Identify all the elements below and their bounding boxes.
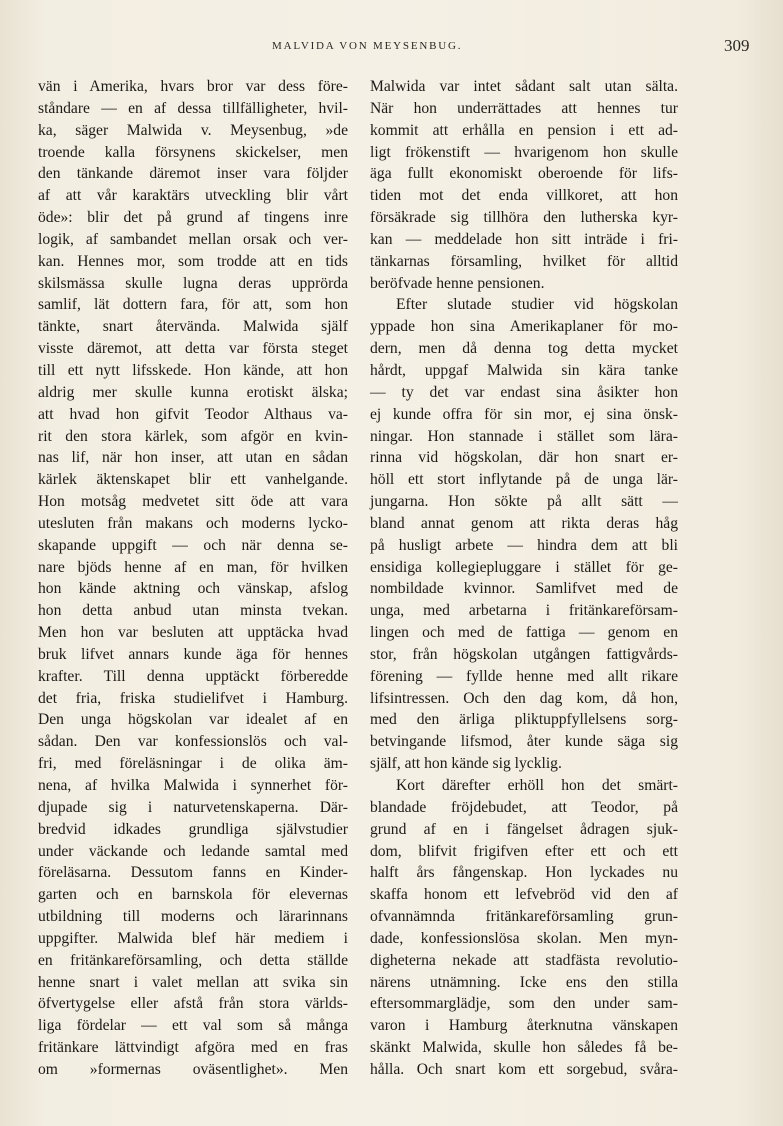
left-text-column <box>38 76 348 1081</box>
text-line: dern, men då denna tog detta mycket <box>370 340 678 358</box>
text-line: en fritänkareförsamling, och detta ställde <box>38 951 348 969</box>
text-line: aldrig mer skulle kunna erotiskt älska; <box>38 383 348 401</box>
text-line: ligt frökenstift — hvarigenom hon skulle <box>370 143 678 161</box>
text-line: bredvid idkades grundliga självstudier <box>38 820 348 838</box>
text-line: på husligt arbete — hindra dem att bli <box>370 536 678 554</box>
text-line: försäkrade sig tillhöra den lutherska kyr- <box>370 209 678 227</box>
text-line: uppgifter. Malwida blef här mediem i <box>38 929 348 947</box>
text-line: närens utnämning. Icke ens den stilla <box>370 973 678 991</box>
text-line: öfvertygelse eller afstå från stora världs- <box>38 995 348 1013</box>
text-line: Efter slutade studier vid högskolan <box>396 296 678 314</box>
text-line: grund af en i fängelset ådragen sjuk- <box>370 820 678 838</box>
text-line: hårdt, uppgaf Malwida sin kära tanke <box>370 361 678 379</box>
text-line: liga fördelar — ett val som så många <box>38 1017 348 1035</box>
text-line: visste däremot, att detta var första steget <box>38 340 348 358</box>
text-line: Men hon var besluten att upptäcka hvad <box>38 624 348 642</box>
text-line: nena, af hvilka Malwida i synnerhet för- <box>38 777 348 794</box>
text-line: kommit att erhålla en pension i ett ad- <box>370 121 678 139</box>
text-line: själf, att hon kände sig lycklig. <box>370 755 562 773</box>
text-line: betvingande lifsmod, åter kunde säga sig <box>370 733 678 751</box>
text-line: med den ärliga pliktuppfyllelsens sorg- <box>370 711 678 729</box>
text-line: yppade hon sina Amerikaplaner för mo- <box>370 318 678 336</box>
text-line: hon kände aktning och vänskap, afslog <box>38 580 348 598</box>
text-line: skilsmässa skulle lugna deras upprörda <box>38 274 348 292</box>
text-line: tänkarnas församling, hvilket för alltid <box>370 252 678 270</box>
text-line: — ty det var endast sina åsikter hon <box>370 383 678 401</box>
text-line: dom, blifvit frigifven efter ett och ett <box>370 842 678 860</box>
text-line: När hon underrättades att hennes tur <box>370 99 678 117</box>
text-line: utbildning till moderns och lärarinnans <box>38 908 348 926</box>
text-line: garten och en barnskola för elevernas <box>38 886 348 904</box>
text-line: höll ett stort inflytande på de unga lär- <box>370 471 678 489</box>
text-line: Malwida var intet sådant salt utan sälta. <box>370 78 678 95</box>
text-line: förening — fyllde henne med allt rikare <box>370 667 678 685</box>
text-line: blandade fröjdebudet, att Teodor, på <box>370 798 678 816</box>
text-line: hålla. Och snart kom ett sorgebud, svåra- <box>370 1060 678 1078</box>
text-line: kan — meddelade hon sitt inträde i fri- <box>370 230 678 248</box>
text-line: tänkte, snart återvända. Malwida själf <box>38 318 348 336</box>
text-line: halft års fångenskap. Hon lyckades nu <box>370 864 678 882</box>
text-line: nas lif, när hon inser, att utan en sådan <box>38 449 348 467</box>
text-line: samlif, lät dottern fara, för att, som hon <box>38 296 348 314</box>
text-line: skapande uppgift — och när denna se- <box>38 536 348 554</box>
text-line: nombildade kvinnor. Samlifvet med de <box>370 580 678 598</box>
text-line: logik, af sambandet mellan orsak och ver- <box>38 230 348 248</box>
running-head <box>0 36 783 60</box>
text-line: krafter. Till denna upptäckt förberedde <box>38 667 348 685</box>
text-line: ståndare — en af dessa tillfälligheter, hvil- <box>38 99 348 117</box>
text-line: under väckande och ledande samtal med <box>38 842 348 860</box>
text-line: ej kunde offra för sin mor, ej sina önsk- <box>370 405 678 423</box>
text-line: bruk lifvet annars kunde äga för hennes <box>38 645 348 663</box>
text-line: djupade sig i naturvetenskaperna. Där- <box>38 798 348 816</box>
text-line: ofvannämnda fritänkareförsamling grun- <box>370 908 678 926</box>
right-text-column <box>370 76 678 1081</box>
text-line: bland annat genom att rikta deras håg <box>370 514 678 532</box>
text-line: eftersommarglädje, som den under sam- <box>370 995 678 1013</box>
text-line: jungarna. Hon sökte på allt sätt — <box>370 493 678 511</box>
text-line: stor, från högskolan utgången fattigvårds- <box>370 645 678 663</box>
text-line: ningar. Hon stannade i stället som lära- <box>370 427 678 445</box>
text-line: lingen och med de fattiga — genom en <box>370 624 678 642</box>
running-title: MALVIDA VON MEYSENBUG. <box>272 40 463 52</box>
text-line: ensidiga kollegiepluggare i stället för ge- <box>370 558 678 576</box>
text-line: beröfvade henne pensionen. <box>370 274 545 292</box>
text-line: unga, med arbetarna i fritänkareförsam- <box>370 602 678 620</box>
text-line: till ett nytt lifsskede. Hon kände, att hon <box>38 361 348 379</box>
page-number: 309 <box>724 36 750 55</box>
text-line: lifsintressen. Och den dag kom, då hon, <box>370 689 678 707</box>
text-line: kan. Hennes mor, som trodde att en tids <box>38 252 348 270</box>
text-line: utesluten från makans och moderns lycko- <box>38 514 348 532</box>
text-line: tiden mot det enda villkoret, att hon <box>370 187 678 205</box>
text-line: den tänkande däremot inser vara följder <box>38 165 348 183</box>
text-line: om »formernas oväsentlighet». Men <box>38 1060 348 1078</box>
text-line: dade, konfessionslösa skolan. Men myn- <box>370 929 678 947</box>
text-line: rinna vid högskolan, där hon snart er- <box>370 449 678 467</box>
text-line: digheterna nekade att stadfästa revolutio- <box>370 951 678 969</box>
text-line: sådan. Den var konfessionslös och val- <box>38 733 348 751</box>
text-line: det fria, friska studielifvet i Hamburg. <box>38 689 348 707</box>
text-line: vän i Amerika, hvars bror var dess före- <box>38 78 348 95</box>
text-line: rit den stora kärlek, som afgör en kvin- <box>38 427 348 445</box>
text-line: fri, med föreläsningar i de olika äm- <box>38 755 348 773</box>
text-line: ka, säger Malwida v. Meysenbug, »de <box>38 121 348 139</box>
text-line: hon detta anbud utan minsta tvekan. <box>38 602 348 620</box>
text-line: öde»: blir det på grund af tingens inre <box>38 209 348 227</box>
text-line: henne snart i valet mellan att svika sin <box>38 973 348 991</box>
text-line: föreläsarna. Dessutom fanns en Kinder- <box>38 864 348 882</box>
text-line: kärlek äktenskapet blir ett vanhelgande. <box>38 471 348 489</box>
text-line: nare bjöds henne af en man, för hvilken <box>38 558 348 576</box>
text-line: fritänkare lättvindigt afgöra med en fras <box>38 1039 348 1057</box>
text-line: att hvad hon gifvit Teodor Althaus va- <box>38 405 348 423</box>
text-line: Den unga högskolan var idealet af en <box>38 711 348 729</box>
text-line: Kort därefter erhöll hon det smärt- <box>396 777 678 794</box>
text-line: skaffa honom ett lefvebröd vid den af <box>370 886 678 904</box>
text-line: skänkt Malwida, skulle hon således få be- <box>370 1039 678 1057</box>
text-line: äga fullt ekonomiskt oberoende för lifs- <box>370 165 678 183</box>
text-line: troende kalla försynens skickelser, men <box>38 143 348 161</box>
text-line: varon i Hamburg återknutna vänskapen <box>370 1017 678 1035</box>
text-line: af att vår karaktärs utveckling blir vårt <box>38 187 348 205</box>
text-line: Hon motsåg medvetet sitt öde att vara <box>38 493 348 511</box>
